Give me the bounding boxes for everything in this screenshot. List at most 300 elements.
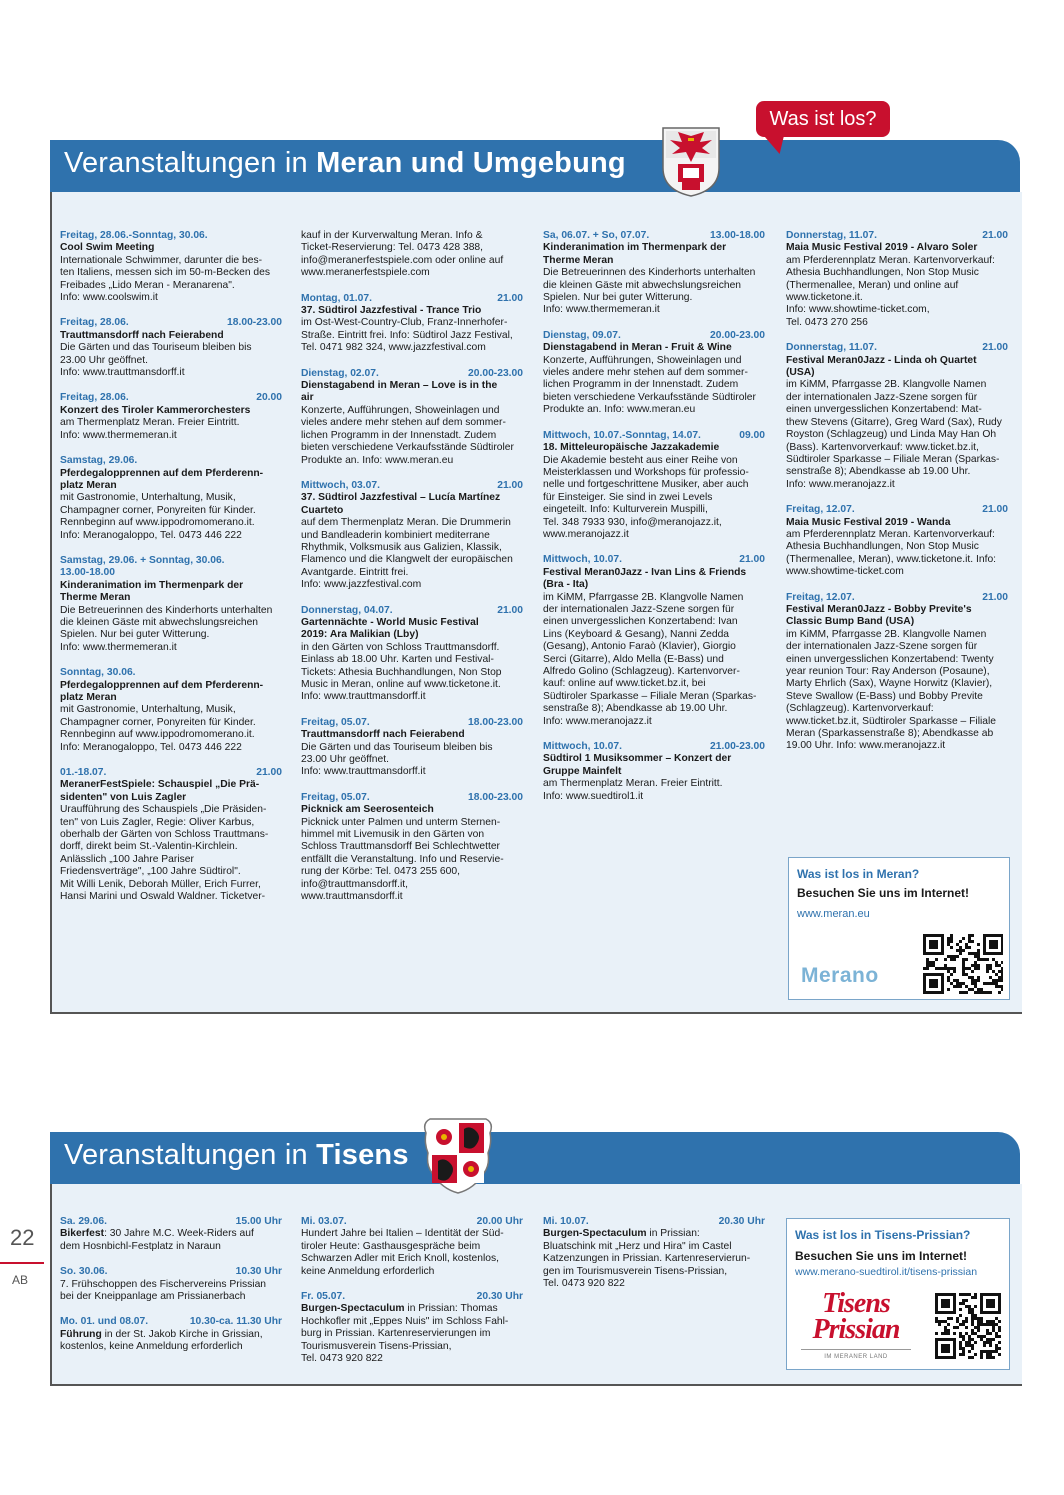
- qr-module: [989, 1341, 992, 1344]
- qr-module: [947, 1329, 950, 1332]
- event-time: 21.00: [497, 479, 523, 491]
- event-text: 7. Frühschoppen des Fischervereins Prissian bei der Kneippanlage am Prissianerbach: [60, 1278, 267, 1303]
- event-text: in der St. Jakob Kirche in Grissian, kostenlos, keine Anmeldung erforderlich: [60, 1328, 263, 1353]
- qr-module: [956, 1317, 959, 1320]
- event-date-row: [543, 330, 765, 342]
- qr-module: [947, 943, 950, 946]
- qr-module: [986, 1356, 989, 1359]
- event-date: 01.-18.07.: [60, 767, 107, 779]
- event-date-row: [301, 368, 523, 380]
- event-title: MeranerFestSpiele: Schauspiel „Die Prä- sidenten" von Luis Zagler: [60, 779, 260, 803]
- qr-module: [977, 967, 980, 970]
- qr-module: [998, 976, 1001, 979]
- qr-module: [977, 1326, 980, 1329]
- qr-module: [962, 970, 965, 973]
- qr-module: [983, 1350, 986, 1353]
- event-date-row: [60, 392, 282, 404]
- qr-module: [974, 964, 977, 967]
- event-time: 20.30 Uhr: [718, 1216, 765, 1227]
- event-description: [60, 1279, 282, 1304]
- event-date: Sa, 06.07. + So, 07.07.: [543, 230, 650, 241]
- qr-module: [935, 1317, 938, 1320]
- event-date: Freitag, 28.06.: [60, 392, 129, 404]
- qr-module: [971, 976, 974, 979]
- qr-module: [959, 1335, 962, 1338]
- qr-module: [953, 970, 956, 973]
- qr-module: [983, 1335, 986, 1338]
- qr-module: [959, 1314, 962, 1317]
- qr-module: [995, 1323, 998, 1326]
- qr-module: [995, 964, 998, 967]
- qr-module: [974, 952, 977, 955]
- qr-module: [956, 982, 959, 985]
- qr-module: [950, 982, 953, 985]
- qr-finder: [929, 940, 938, 949]
- qr-module: [977, 988, 980, 991]
- tisens-info-url[interactable]: www.merano-suedtirol.it/tisens-prissian: [795, 1266, 978, 1278]
- qr-finder: [941, 1344, 950, 1353]
- qr-module: [944, 964, 947, 967]
- event-date-row: [60, 555, 282, 580]
- qr-module: [965, 1299, 968, 1302]
- qr-module: [947, 1317, 950, 1320]
- qr-module: [974, 1293, 977, 1296]
- event-time: 21.00: [982, 591, 1008, 603]
- qr-module: [968, 1335, 971, 1338]
- event-item: [543, 330, 765, 417]
- qr-module: [956, 949, 959, 952]
- qr-module: [962, 982, 965, 985]
- qr-module: [989, 1323, 992, 1326]
- qr-module: [992, 1338, 995, 1341]
- event-time: 10.30 Uhr: [235, 1266, 282, 1278]
- qr-module: [950, 955, 953, 958]
- qr-module: [959, 952, 962, 955]
- qr-module: [983, 1341, 986, 1344]
- event-item: [60, 455, 282, 542]
- qr-module: [995, 979, 998, 982]
- event-date-row: [301, 1291, 523, 1303]
- qr-module: [980, 1335, 983, 1338]
- qr-module: [926, 967, 929, 970]
- qr-module: [962, 1347, 965, 1350]
- qr-module: [998, 985, 1001, 988]
- qr-module: [929, 961, 932, 964]
- qr-module: [974, 1305, 977, 1308]
- qr-module: [986, 958, 989, 961]
- qr-module: [968, 967, 971, 970]
- qr-module: [983, 1344, 986, 1347]
- event-description: Die Betreuerinnen des Kinderhorts unterhalten die kleinen Gäste mit abwechslungsreichen Spielen. Nur bei guter Witterung. Info: www.thermemeran.it: [60, 604, 273, 653]
- qr-module: [998, 1320, 1001, 1323]
- qr-module: [998, 1347, 1001, 1350]
- qr-module: [971, 1323, 974, 1326]
- qr-module: [992, 979, 995, 982]
- event-item: [60, 230, 282, 304]
- qr-module: [977, 955, 980, 958]
- qr-module: [938, 1323, 941, 1326]
- qr-module: [962, 1302, 965, 1305]
- event-title: 37. Südtirol Jazzfestival - Trance Trio: [301, 305, 482, 317]
- qr-module: [944, 1332, 947, 1335]
- qr-module: [935, 1332, 938, 1335]
- event-item: [60, 392, 282, 442]
- event-date: Dienstag, 09.07.: [543, 329, 621, 341]
- qr-module: [977, 991, 980, 994]
- qr-module: [989, 1356, 992, 1359]
- event-date: Donnerstag, 11.07.: [786, 230, 877, 241]
- event-title: Maia Music Festival 2019 - Alvaro Soler: [786, 242, 978, 254]
- qr-module: [959, 1332, 962, 1335]
- event-description: in den Gärten von Schloss Trauttmansdorff. Einlass ab 18.00 Uhr. Karten und Festival- Tickets: Athesia Buchhandlungen, Non Stop Music in Meran, online auf www.ticketone.it. Info: www.trauttmansdorff.it: [301, 641, 502, 703]
- event-description: [301, 1303, 523, 1365]
- qr-module: [965, 1305, 968, 1308]
- qr-module: [992, 1350, 995, 1353]
- qr-module: [962, 937, 965, 940]
- qr-module: [986, 967, 989, 970]
- event-time: 21.00: [497, 604, 523, 616]
- event-item: [60, 555, 282, 654]
- qr-module: [962, 1323, 965, 1326]
- qr-module: [998, 979, 1001, 982]
- event-title: 37. Südtirol Jazzfestival – Lucía Martínez Cuarteto: [301, 492, 501, 516]
- meran-column-3: [543, 230, 765, 816]
- event-date-row: [60, 1316, 282, 1328]
- qr-module: [986, 1338, 989, 1341]
- event-title: Festival Meran0Jazz - Bobby Previte's Classic Bump Band (USA): [786, 603, 972, 628]
- event-description: im KiMM, Pfarrgasse 2B. Klangvolle Namen der internationalen Jazz-Szene sorgen für einen unvergesslichen Konzertabend: Mat- thew Stevens (Gitarre), Greg Ward (Sax), Rudy Royston (Schlagzeug) und Linda May Han Oh (Bass). Kartenvorverkauf: www.ticket.bz.it, Südtiroler Sparkasse – Filiale Meran (Sparkas- senstraße 8); Abendkasse ab 19.00 Uhr. Info: www.meranojazz.it: [786, 379, 1002, 490]
- qr-module: [929, 964, 932, 967]
- qr-module: [935, 967, 938, 970]
- qr-module: [959, 985, 962, 988]
- event-time: 21.00: [982, 342, 1008, 354]
- tisens-heading: Veranstaltungen in Tisens: [64, 1139, 409, 1171]
- page-code: AB: [12, 1273, 29, 1287]
- qr-module: [947, 937, 950, 940]
- event-time: 20.00-23.00: [710, 329, 765, 341]
- qr-module: [938, 967, 941, 970]
- event-description: Die Gärten und das Touriseum bleiben bis 23.00 Uhr geöffnet. Info: www.trauttmansdorff.it: [301, 741, 493, 778]
- qr-module: [980, 988, 983, 991]
- event-item: [301, 368, 523, 467]
- qr-module: [977, 1335, 980, 1338]
- qr-module: [968, 934, 971, 937]
- qr-module: [977, 949, 980, 952]
- qr-module: [998, 1326, 1001, 1329]
- event-item: [301, 1216, 523, 1278]
- qr-module: [947, 967, 950, 970]
- qr-module: [962, 973, 965, 976]
- qr-module: [992, 970, 995, 973]
- qr-module: [1001, 976, 1003, 979]
- qr-module: [938, 1320, 941, 1323]
- qr-module: [959, 940, 962, 943]
- event-date-row: [60, 230, 282, 242]
- event-date-row: [301, 293, 523, 305]
- qr-module: [986, 1353, 989, 1356]
- qr-module: [953, 985, 956, 988]
- qr-module: [1001, 967, 1003, 970]
- qr-module: [992, 1356, 995, 1359]
- page-number: 22: [10, 1225, 35, 1250]
- qr-module: [1001, 988, 1003, 991]
- event-description: [60, 1329, 282, 1354]
- qr-module: [950, 973, 953, 976]
- qr-module: [971, 979, 974, 982]
- qr-module: [989, 964, 992, 967]
- qr-module: [971, 1314, 974, 1317]
- qr-module: [977, 952, 980, 955]
- qr-module: [986, 1329, 989, 1332]
- meran-column-1: [60, 230, 282, 917]
- tisens-banner: [50, 1132, 1020, 1184]
- qr-module: [944, 958, 947, 961]
- qr-module: [995, 1332, 998, 1335]
- event-time: 20.00: [256, 392, 282, 404]
- event-item: [543, 430, 765, 542]
- event-date: Freitag, 28.06.-Sonntag, 30.06.: [60, 230, 208, 241]
- qr-module: [995, 1350, 998, 1353]
- qr-module: [959, 949, 962, 952]
- qr-module: [980, 1356, 983, 1359]
- event-date: Mittwoch, 10.07.-Sonntag, 14.07.: [543, 429, 701, 441]
- event-item: [60, 1266, 282, 1303]
- qr-module: [971, 1329, 974, 1332]
- qr-module: [926, 961, 929, 964]
- qr-module: [959, 982, 962, 985]
- event-text: in Prissian: Bluatschink mit „Herz und Hira" im Castel Katzenzungen in Prissian. Kartenreservierun- gen im Tourismusverein Tisens-Prissian, Tel. 0473 920 822: [543, 1228, 751, 1290]
- event-description: [301, 1228, 523, 1278]
- qr-module: [986, 970, 989, 973]
- event-date-row: [301, 1216, 523, 1228]
- qr-module: [962, 1338, 965, 1341]
- event-item: [543, 230, 765, 317]
- qr-module: [950, 937, 953, 940]
- qr-module: [974, 982, 977, 985]
- event-date-row: [60, 767, 282, 779]
- meran-info-url[interactable]: www.meran.eu: [797, 908, 870, 920]
- event-item: [60, 767, 282, 903]
- qr-module: [989, 1344, 992, 1347]
- qr-module: [971, 1338, 974, 1341]
- logo-subtitle: [801, 1349, 911, 1361]
- qr-module: [998, 964, 1001, 967]
- qr-module: [959, 1347, 962, 1350]
- event-date: Sa. 29.06.: [60, 1216, 107, 1227]
- qr-module: [932, 961, 935, 964]
- event-text: in Prissian: Thomas Hochkofler mit „Eppes Nuis" im Schloss Fahl- burg in Prissian. Kartenreservierungen im Tourismusverein Tisens-Prissian, Tel. 0473 920 822: [301, 1303, 509, 1365]
- tisens-column-3: [543, 1216, 765, 1303]
- qr-module: [998, 1353, 1001, 1356]
- qr-module: [965, 1293, 968, 1296]
- qr-module: [935, 958, 938, 961]
- qr-module: [968, 1350, 971, 1353]
- event-description: am Thermenplatz Meran. Freier Eintritt. Info: www.thermemeran.it: [60, 417, 240, 441]
- qr-module: [965, 946, 968, 949]
- event-description: mit Gastronomie, Unterhaltung, Musik, Champagner corner, Ponyreiten für Kinder. Rennbeginn auf www.ippodromomerano.it. Info: Meranogaloppo, Tel. 0473 446 222: [60, 704, 256, 753]
- qr-module: [962, 1335, 965, 1338]
- qr-module: [980, 1320, 983, 1323]
- event-item: [60, 1216, 282, 1253]
- event-time: 21.00: [982, 230, 1008, 241]
- qr-module: [974, 1341, 977, 1344]
- meran-column-2: [301, 230, 523, 917]
- event-item: [60, 667, 282, 754]
- qr-module: [950, 958, 953, 961]
- event-description: Die Gärten und das Touriseum bleiben bis 23.00 Uhr geöffnet. Info: www.trauttmansdorff.it: [60, 342, 252, 379]
- qr-module: [989, 1353, 992, 1356]
- qr-module: [989, 976, 992, 979]
- qr-module: [974, 1326, 977, 1329]
- qr-module: [977, 1317, 980, 1320]
- event-date: Samstag, 29.06.: [60, 455, 138, 467]
- meran-coat-of-arms-icon: [660, 126, 722, 198]
- event-time: 21.00: [982, 504, 1008, 516]
- qr-module: [959, 1323, 962, 1326]
- event-date: Freitag, 05.07.: [301, 791, 370, 803]
- event-date: Mi. 10.07.: [543, 1216, 589, 1227]
- qr-module: [968, 976, 971, 979]
- event-description: im Ost-West-Country-Club, Franz-Innerhofer- Straße. Eintritt frei. Info: Südtirol Jazz Festival, Tel. 0471 982 324, www.jazzfestival.com: [301, 317, 513, 354]
- event-item: [60, 1316, 282, 1353]
- event-description: [543, 1228, 765, 1290]
- qr-module: [980, 1323, 983, 1326]
- event-date: Freitag, 28.06.: [60, 317, 129, 329]
- event-date: Freitag, 05.07.: [301, 716, 370, 728]
- event-item: [543, 554, 765, 728]
- qr-module: [989, 1338, 992, 1341]
- qr-module: [953, 967, 956, 970]
- qr-module: [971, 1320, 974, 1323]
- qr-module: [980, 1350, 983, 1353]
- event-description: am Pferderennplatz Meran. Kartenvorverkauf: Athesia Buchhandlungen, Non Stop Music (Thermenallee, Meran) und online auf www.ticketone.it. Info: www.showtime-ticket.com, Tel. 0473 270 256: [786, 254, 995, 328]
- qr-module: [980, 1338, 983, 1341]
- event-title: Pferdegalopprennen auf dem Pferderenn- platz Meran: [60, 679, 264, 703]
- event-description: Picknick unter Palmen und unterm Sternen- himmel mit Livemusik in den Gärten von Schloss Trauttmansdorff Bei Schlechtwetter entfällt die Veranstaltung. Info und Reservie- rung der Körbe: Tel. 0473 255 600, info@trauttmansdorff.it, www.trauttmansdorff.it: [301, 816, 504, 903]
- qr-module: [953, 958, 956, 961]
- tisens-info-question: Was ist los in Tisens-Prissian?: [795, 1228, 971, 1242]
- qr-module: [959, 991, 962, 994]
- qr-finder: [929, 979, 938, 988]
- event-time: 21.00: [256, 767, 282, 779]
- event-time: 13.00-18.00: [710, 230, 765, 241]
- event-description: am Thermenplatz Meran. Freier Eintritt. Info: www.suedtirol1.it: [543, 778, 723, 802]
- event-time: 21.00-23.00: [710, 741, 765, 753]
- qr-module: [974, 985, 977, 988]
- qr-module: [944, 1329, 947, 1332]
- qr-module: [947, 988, 950, 991]
- event-date: Montag, 01.07.: [301, 292, 372, 304]
- event-item: [301, 1291, 523, 1365]
- qr-module: [971, 1356, 974, 1359]
- event-title: Trauttmansdorff nach Feierabend: [60, 329, 224, 341]
- event-time: 18.00-23.00: [227, 317, 282, 329]
- qr-module: [986, 1323, 989, 1326]
- event-date: Sonntag, 30.06.: [60, 667, 136, 679]
- qr-module: [962, 1299, 965, 1302]
- event-title: Südtirol 1 Musiksommer – Konzert der Gruppe Mainfelt: [543, 753, 732, 777]
- qr-module: [962, 1350, 965, 1353]
- qr-module: [995, 982, 998, 985]
- qr-module: [992, 1329, 995, 1332]
- qr-module: [980, 991, 983, 994]
- event-item: [301, 605, 523, 704]
- event-date-row: [60, 455, 282, 467]
- qr-module: [965, 1344, 968, 1347]
- qr-module: [992, 1326, 995, 1329]
- qr-module: [944, 1326, 947, 1329]
- tisens-column-1: [60, 1216, 282, 1367]
- event-time: 09.00: [739, 429, 765, 441]
- event-date: Mittwoch, 10.07.: [543, 554, 622, 566]
- event-date-row: [301, 717, 523, 729]
- qr-module: [989, 1332, 992, 1335]
- qr-module: [965, 1332, 968, 1335]
- qr-module: [944, 1320, 947, 1323]
- qr-module: [950, 940, 953, 943]
- qr-module: [941, 1332, 944, 1335]
- event-title: Kinderanimation im Thermenpark der Therme Meran: [60, 579, 244, 604]
- meran-qr-code-icon: [923, 934, 1003, 994]
- event-title: Maia Music Festival 2019 - Wanda: [786, 516, 951, 528]
- qr-finder: [986, 1299, 995, 1308]
- qr-module: [962, 967, 965, 970]
- event-date: Donnerstag, 11.07.: [786, 342, 877, 354]
- qr-module: [977, 958, 980, 961]
- qr-module: [1001, 961, 1003, 964]
- qr-module: [971, 988, 974, 991]
- event-title: Kinderanimation im Thermenpark der Therme Meran: [543, 242, 727, 266]
- qr-module: [962, 949, 965, 952]
- qr-module: [947, 1323, 950, 1326]
- event-item: [301, 293, 523, 355]
- event-highlight: Führung: [60, 1328, 102, 1340]
- qr-module: [989, 982, 992, 985]
- event-date-row: [301, 480, 523, 492]
- event-description: mit Gastronomie, Unterhaltung, Musik, Champagner corner, Ponyreiten für Kinder. Rennbeginn auf www.ippodromomerano.it. Info: Meranogaloppo, Tel. 0473 446 222: [60, 492, 256, 541]
- qr-module: [974, 979, 977, 982]
- event-highlight: Bikerfest: [60, 1228, 105, 1240]
- qr-module: [965, 958, 968, 961]
- qr-module: [977, 1323, 980, 1326]
- qr-module: [947, 1332, 950, 1335]
- event-date-row: [543, 430, 765, 442]
- qr-module: [995, 985, 998, 988]
- event-item: [60, 317, 282, 379]
- event-date: Freitag, 12.07.: [786, 591, 855, 603]
- qr-module: [977, 979, 980, 982]
- event-title: Dienstagabend in Meran – Love is in the air: [301, 380, 498, 404]
- qr-module: [1001, 970, 1003, 973]
- event-item: [786, 342, 1008, 491]
- qr-module: [974, 955, 977, 958]
- qr-module: [995, 1347, 998, 1350]
- qr-module: [953, 979, 956, 982]
- event-time: 18.00-23.00: [468, 791, 523, 803]
- event-time: 20.30 Uhr: [476, 1291, 523, 1303]
- qr-module: [986, 1341, 989, 1344]
- qr-module: [968, 1344, 971, 1347]
- event-description: [60, 1228, 282, 1253]
- qr-module: [971, 964, 974, 967]
- tisens-coat-of-arms-icon: [422, 1113, 494, 1195]
- qr-module: [965, 967, 968, 970]
- page-number-divider: [0, 1262, 44, 1264]
- qr-module: [974, 1317, 977, 1320]
- qr-module: [959, 1293, 962, 1296]
- qr-module: [989, 1350, 992, 1353]
- qr-module: [995, 1344, 998, 1347]
